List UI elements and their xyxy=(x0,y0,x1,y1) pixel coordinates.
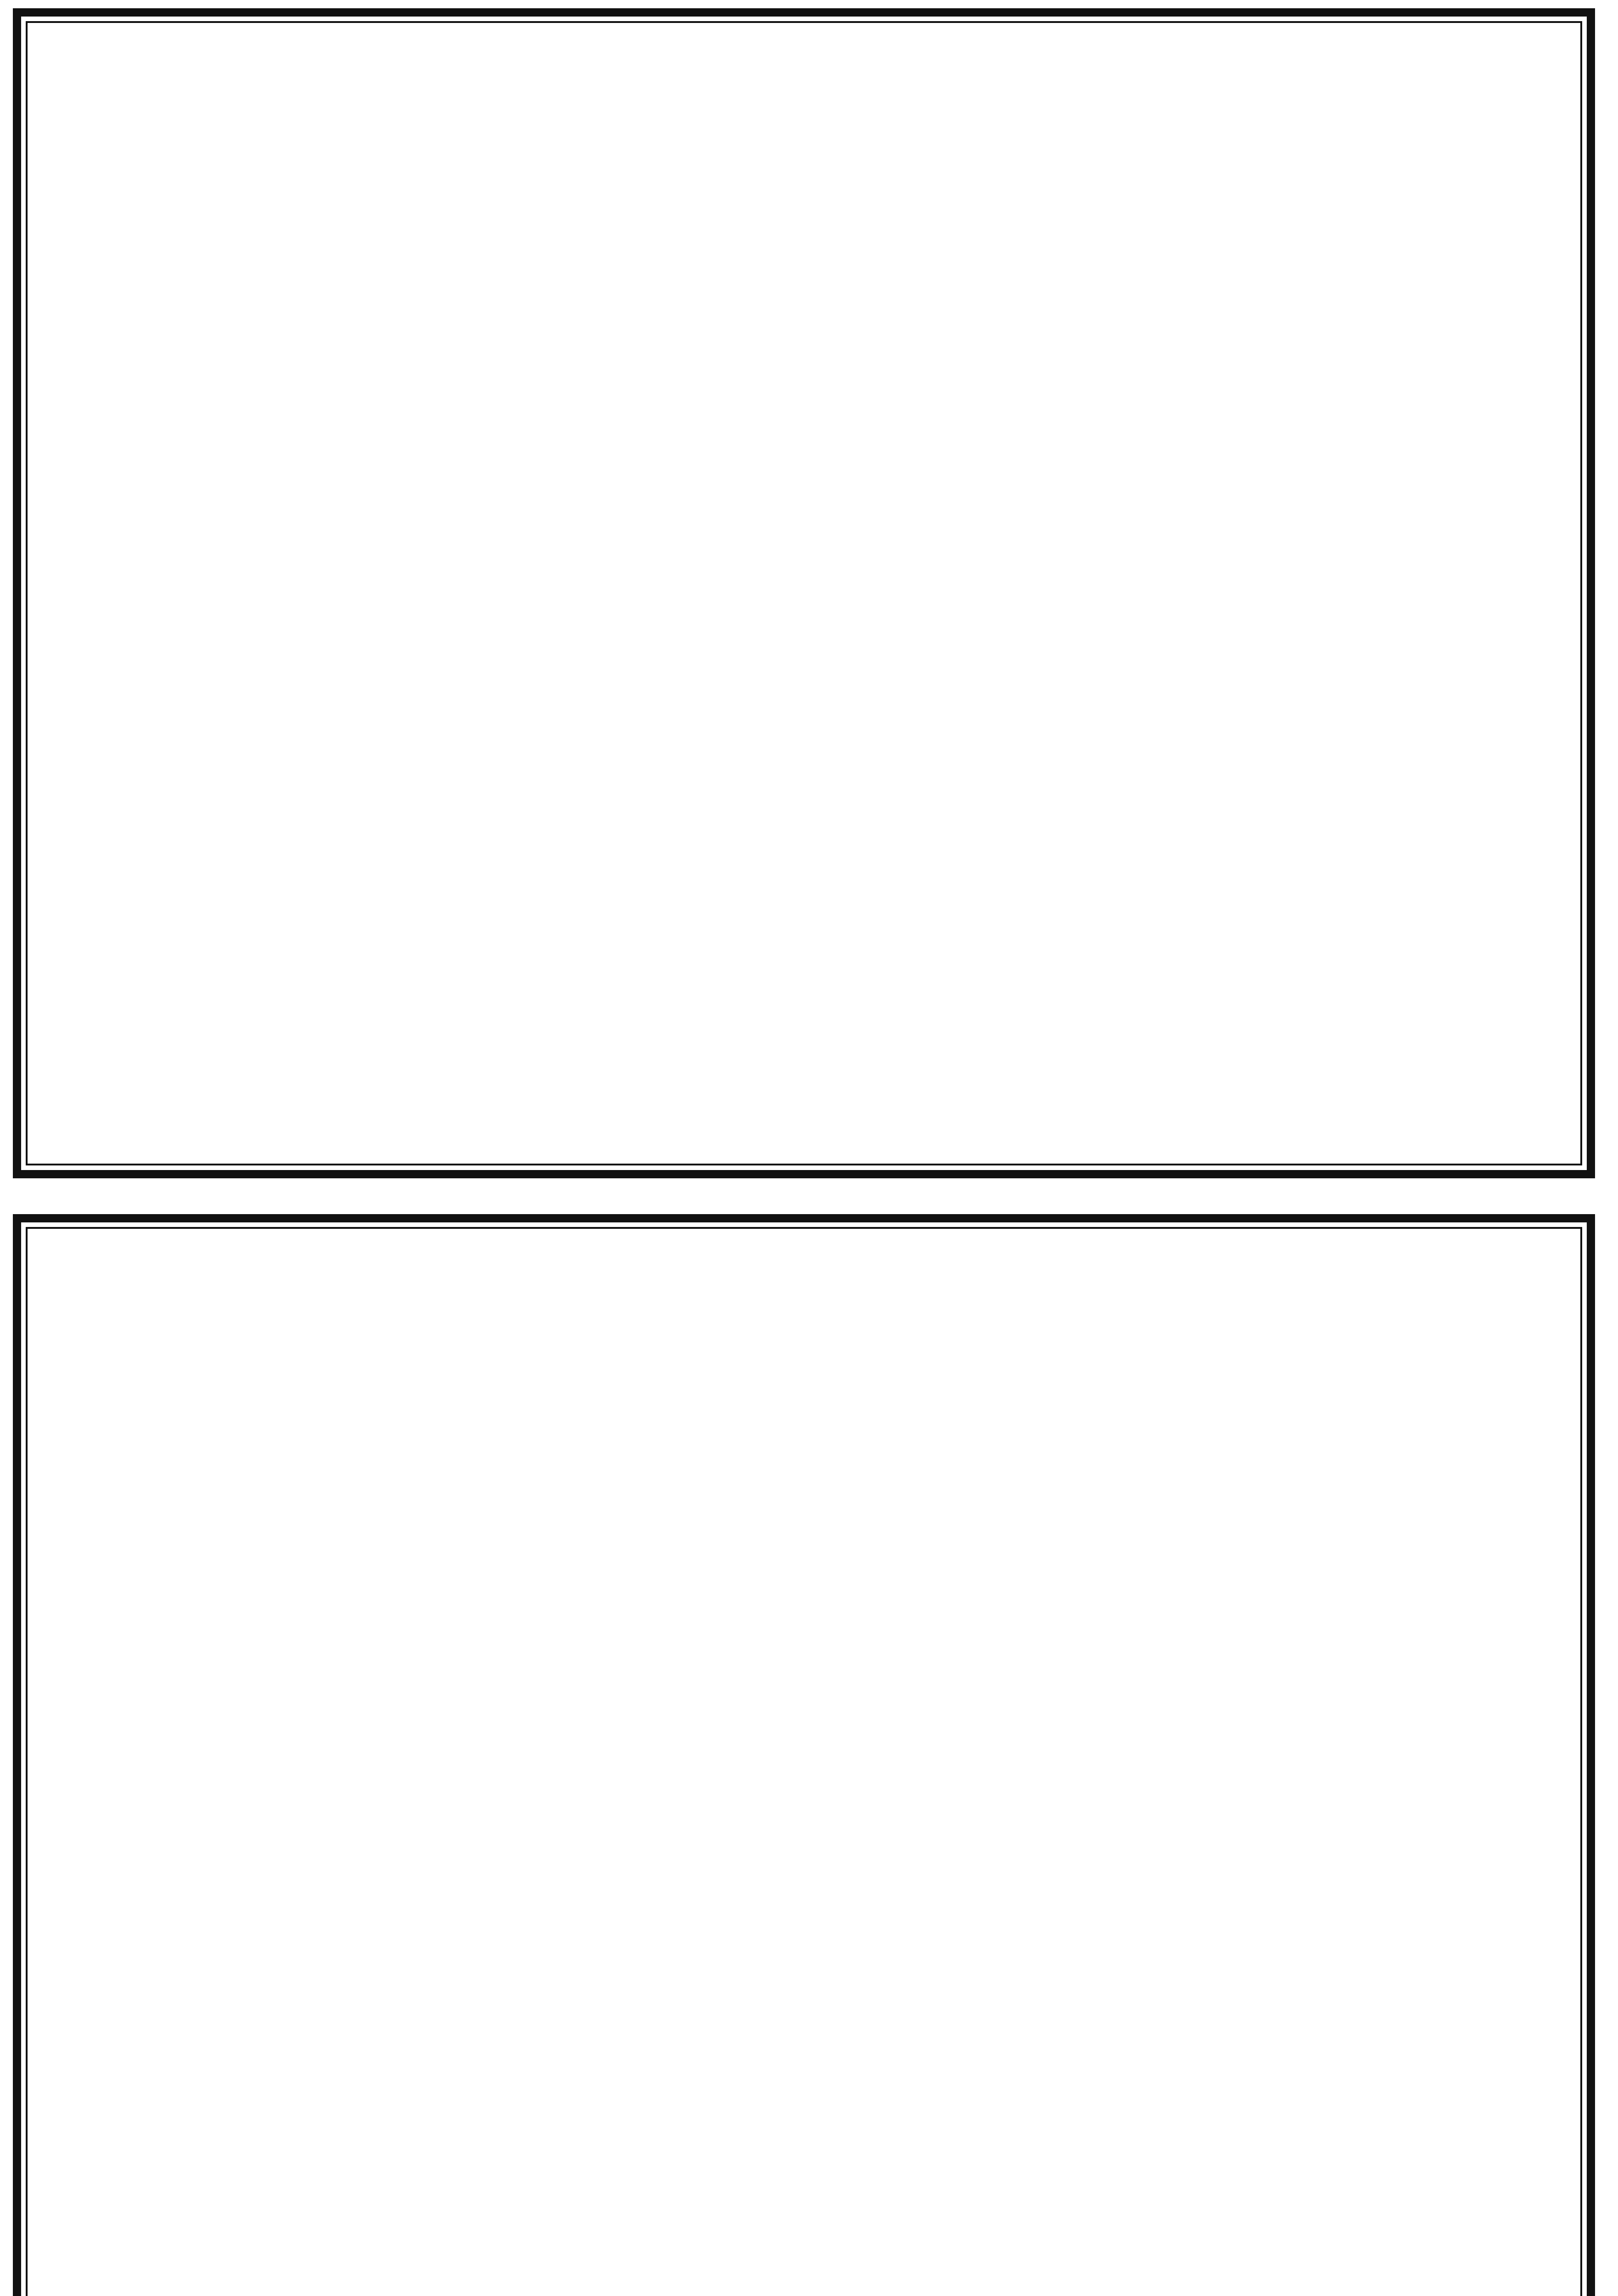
lower-page xyxy=(13,1214,1595,2296)
lower-page-inner-frame xyxy=(26,1227,1582,2296)
upper-page-inner-frame xyxy=(26,21,1582,1165)
upper-page xyxy=(13,8,1595,1178)
